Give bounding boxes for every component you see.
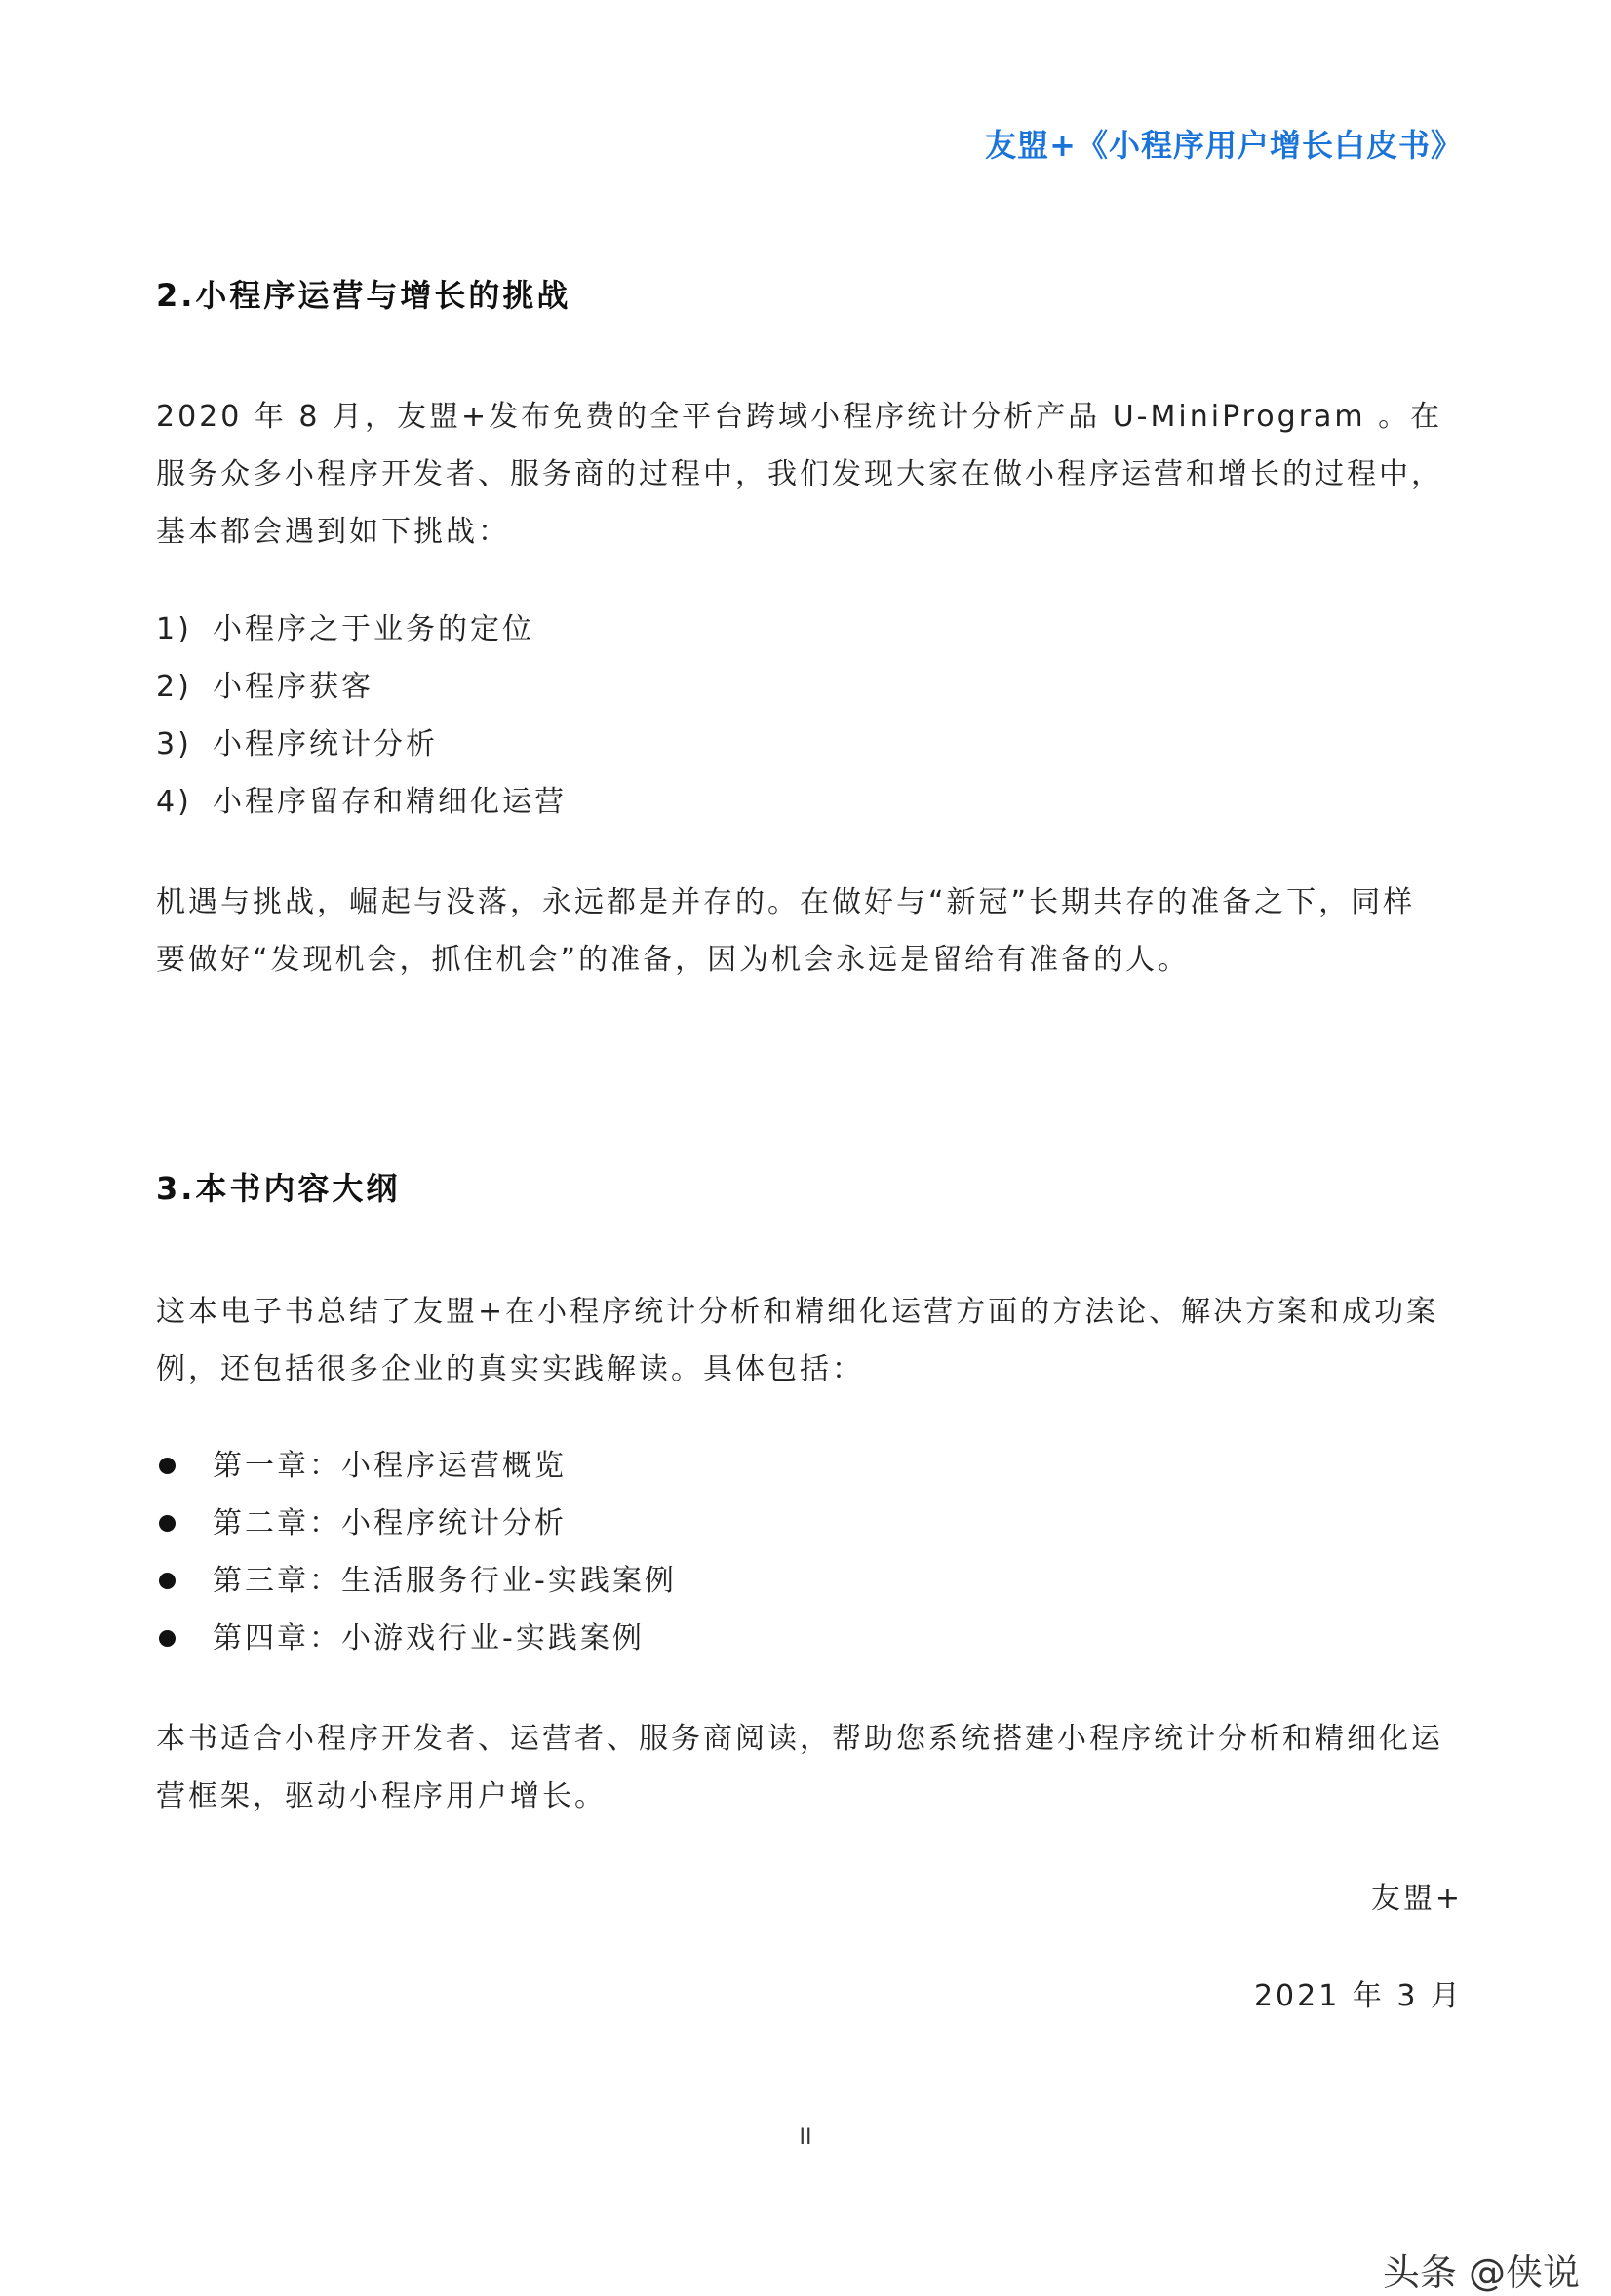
section-3-intro xyxy=(156,1283,1463,1398)
challenge-list xyxy=(156,601,567,831)
list-item xyxy=(156,1437,677,1495)
section-3-heading: 3.本书内容大纲 xyxy=(156,1170,401,1207)
list-item-text: 小程序留存和精细化运营 xyxy=(213,785,567,819)
list-item xyxy=(156,1552,677,1610)
list-item-text: 第三章：生活服务行业-实践案例 xyxy=(213,1564,677,1598)
document-header-title: 友盟+《小程序用户增长白皮书》 xyxy=(985,127,1463,164)
signature-date: 2021 年 3 月 xyxy=(1253,1979,1463,2013)
bullet-icon xyxy=(159,1573,176,1589)
section-2-intro-line: 基本都会遇到如下挑战： xyxy=(156,515,510,549)
section-2-closing xyxy=(156,874,1463,989)
section-3-closing-line: 营框架，驱动小程序用户增长。 xyxy=(156,1779,607,1813)
list-item-text: 小程序之于业务的定位 xyxy=(213,612,534,646)
list-item-number: 3) xyxy=(156,727,192,761)
list-item-number: 1) xyxy=(156,612,192,646)
list-item-text: 小程序统计分析 xyxy=(213,727,438,761)
list-item xyxy=(156,773,567,831)
watermark: 头条 @侠说 xyxy=(1382,2251,1580,2294)
list-item xyxy=(156,1610,677,1667)
list-item xyxy=(156,601,567,658)
bullet-icon xyxy=(159,1458,176,1474)
signature-author: 友盟+ xyxy=(1370,1882,1463,1916)
section-2-closing-line: 机遇与挑战，崛起与没落，永远都是并存的。在做好与“新冠”长期共存的准备之下，同样 xyxy=(156,885,1416,919)
bullet-icon xyxy=(159,1630,176,1647)
bullet-icon xyxy=(159,1515,176,1532)
section-2-intro xyxy=(156,388,1463,561)
list-item xyxy=(156,658,567,716)
list-item-text: 第四章：小游戏行业-实践案例 xyxy=(213,1621,645,1655)
section-3-intro-line: 例，还包括很多企业的真实实践解读。具体包括： xyxy=(156,1352,864,1386)
section-2-intro-line: 2020 年 8 月，友盟+发布免费的全平台跨域小程序统计分析产品 U-MiniProgram 。在 xyxy=(156,400,1443,434)
list-item-number: 4) xyxy=(156,785,192,819)
section-2-closing-line: 要做好“发现机会，抓住机会”的准备，因为机会永远是留给有准备的人。 xyxy=(156,943,1191,977)
list-item xyxy=(156,1495,677,1552)
section-2-intro-line: 服务众多小程序开发者、服务商的过程中，我们发现大家在做小程序运营和增长的过程中， xyxy=(156,457,1443,491)
list-item-text: 小程序获客 xyxy=(213,670,373,704)
page-number: II xyxy=(799,2125,812,2150)
list-item-text: 第二章：小程序统计分析 xyxy=(213,1506,567,1540)
list-item xyxy=(156,716,567,773)
list-item-text: 第一章：小程序运营概览 xyxy=(213,1449,567,1483)
section-3-closing xyxy=(156,1710,1463,1825)
section-3-intro-line: 这本电子书总结了友盟+在小程序统计分析和精细化运营方面的方法论、解决方案和成功案 xyxy=(156,1295,1439,1329)
list-item-number: 2) xyxy=(156,670,192,704)
section-3-closing-line: 本书适合小程序开发者、运营者、服务商阅读，帮助您系统搭建小程序统计分析和精细化运 xyxy=(156,1722,1443,1756)
chapter-list xyxy=(156,1437,677,1667)
section-2-heading: 2.小程序运营与增长的挑战 xyxy=(156,277,571,314)
